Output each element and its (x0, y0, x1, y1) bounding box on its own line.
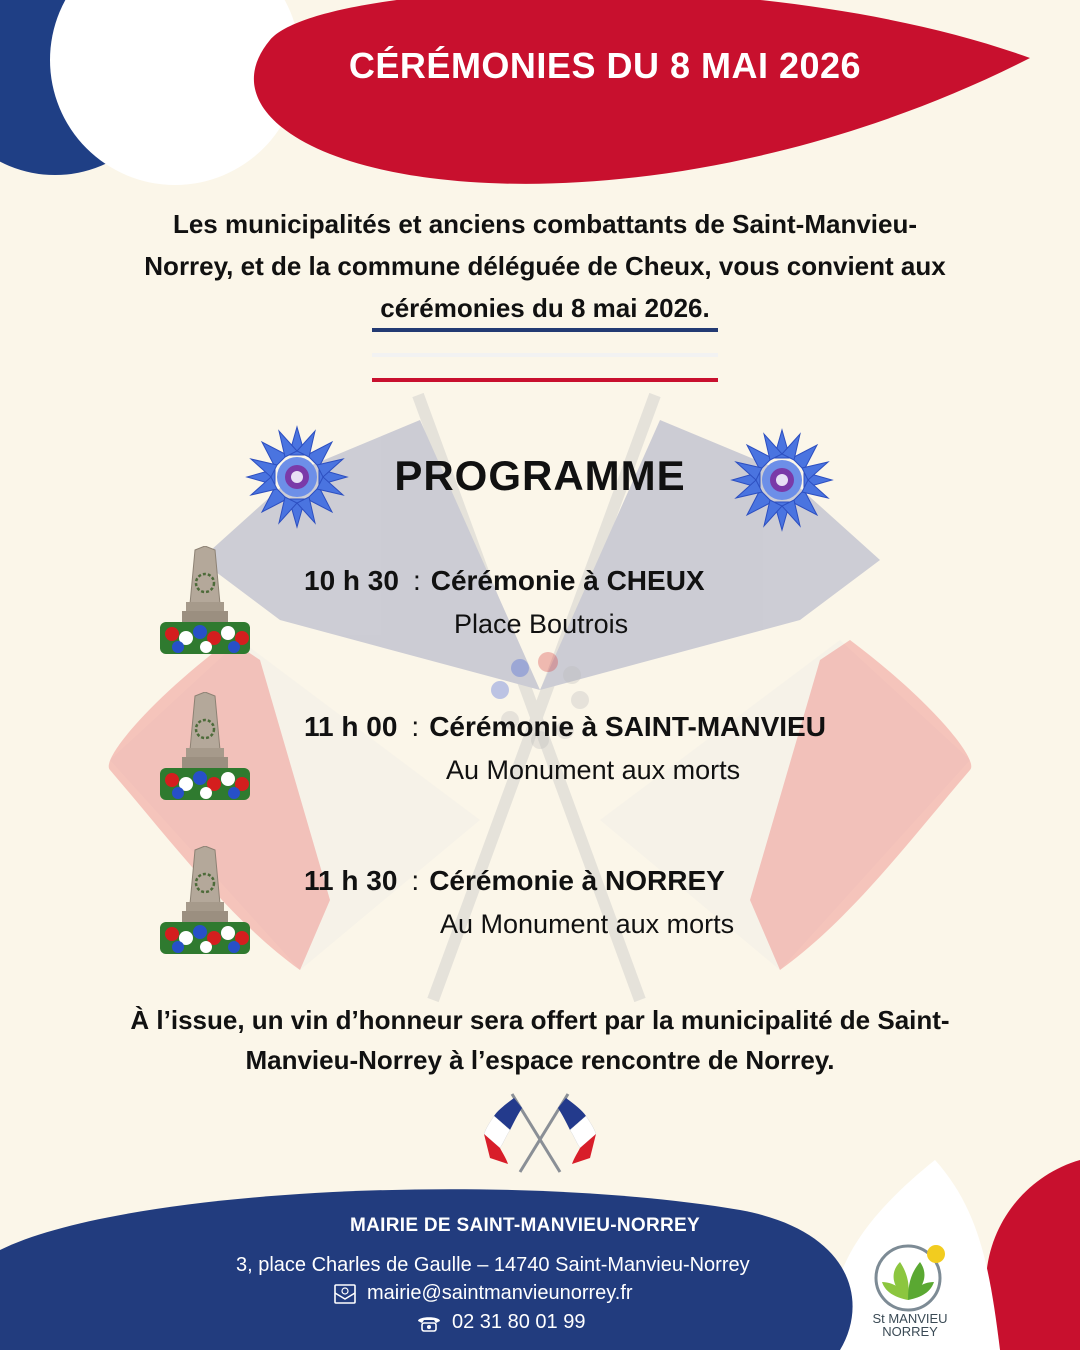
logo-text (850, 1312, 970, 1338)
event-separator: : (411, 711, 420, 742)
event-title: Cérémonie à NORREY (429, 865, 725, 896)
footer-title: MAIRIE DE SAINT-MANVIEU-NORREY (350, 1215, 700, 1236)
footer-phone-row (416, 1311, 585, 1334)
page-title: CÉRÉMONIES DU 8 MAI 2026 (348, 45, 862, 86)
programme-title: PROGRAMME (394, 452, 686, 499)
cornflower-icon (730, 428, 834, 532)
event-place: Place Boutrois (454, 609, 629, 639)
intro-line-2: Norrey, et de la commune déléguée de Cheux, vous convient aux (144, 251, 946, 281)
monument-icon (158, 546, 252, 656)
event-title: Cérémonie à SAINT-MANVIEU (429, 711, 826, 742)
divider-red (372, 378, 718, 382)
event-place: Au Monument aux morts (440, 909, 735, 939)
phone-icon (416, 1314, 442, 1332)
event-time: 10 h 30 (304, 565, 399, 596)
monument-icon (158, 846, 252, 956)
logo-line-2: NORREY (882, 1324, 938, 1339)
event-place: Au Monument aux morts (446, 755, 741, 785)
cornflower-icon (245, 425, 349, 529)
intro-line-1: Les municipalités et anciens combattants de Saint-Manvieu- (172, 209, 918, 239)
event-cheux (304, 565, 705, 640)
divider-blue (372, 328, 718, 332)
logo-line-1: St MANVIEU (872, 1311, 948, 1326)
header-banner-shape (254, 0, 1030, 184)
footer-email[interactable]: mairie@saintmanvieunorrey.fr (367, 1282, 633, 1304)
monument-icon (158, 692, 252, 802)
footer-address: 3, place Charles de Gaulle – 14740 Saint-Manvieu-Norrey (236, 1254, 750, 1276)
footer-email-row (333, 1282, 633, 1305)
closing-text (30, 1000, 1050, 1080)
closing-line-1: À l’issue, un vin d’honneur sera offert par la municipalité de Saint- (130, 1005, 950, 1035)
event-norrey (304, 865, 734, 940)
event-time: 11 h 00 (304, 711, 398, 742)
intro-text (50, 203, 1040, 329)
footer-red-shape (986, 1160, 1080, 1350)
divider-white (372, 353, 718, 357)
event-separator: : (412, 565, 421, 596)
event-time: 11 h 30 (304, 865, 398, 896)
logo-icon (868, 1240, 948, 1312)
closing-line-2: Manvieu-Norrey à l’espace rencontre de Norrey. (245, 1045, 835, 1075)
event-saint-manvieu (304, 711, 826, 786)
footer-phone[interactable]: 02 31 80 01 99 (452, 1311, 586, 1333)
envelope-icon (333, 1283, 357, 1305)
intro-line-3: cérémonies du 8 mai 2026. (380, 293, 710, 323)
event-separator: : (411, 865, 420, 896)
event-title: Cérémonie à CHEUX (430, 565, 705, 596)
crossed-flags-icon (482, 1090, 598, 1174)
